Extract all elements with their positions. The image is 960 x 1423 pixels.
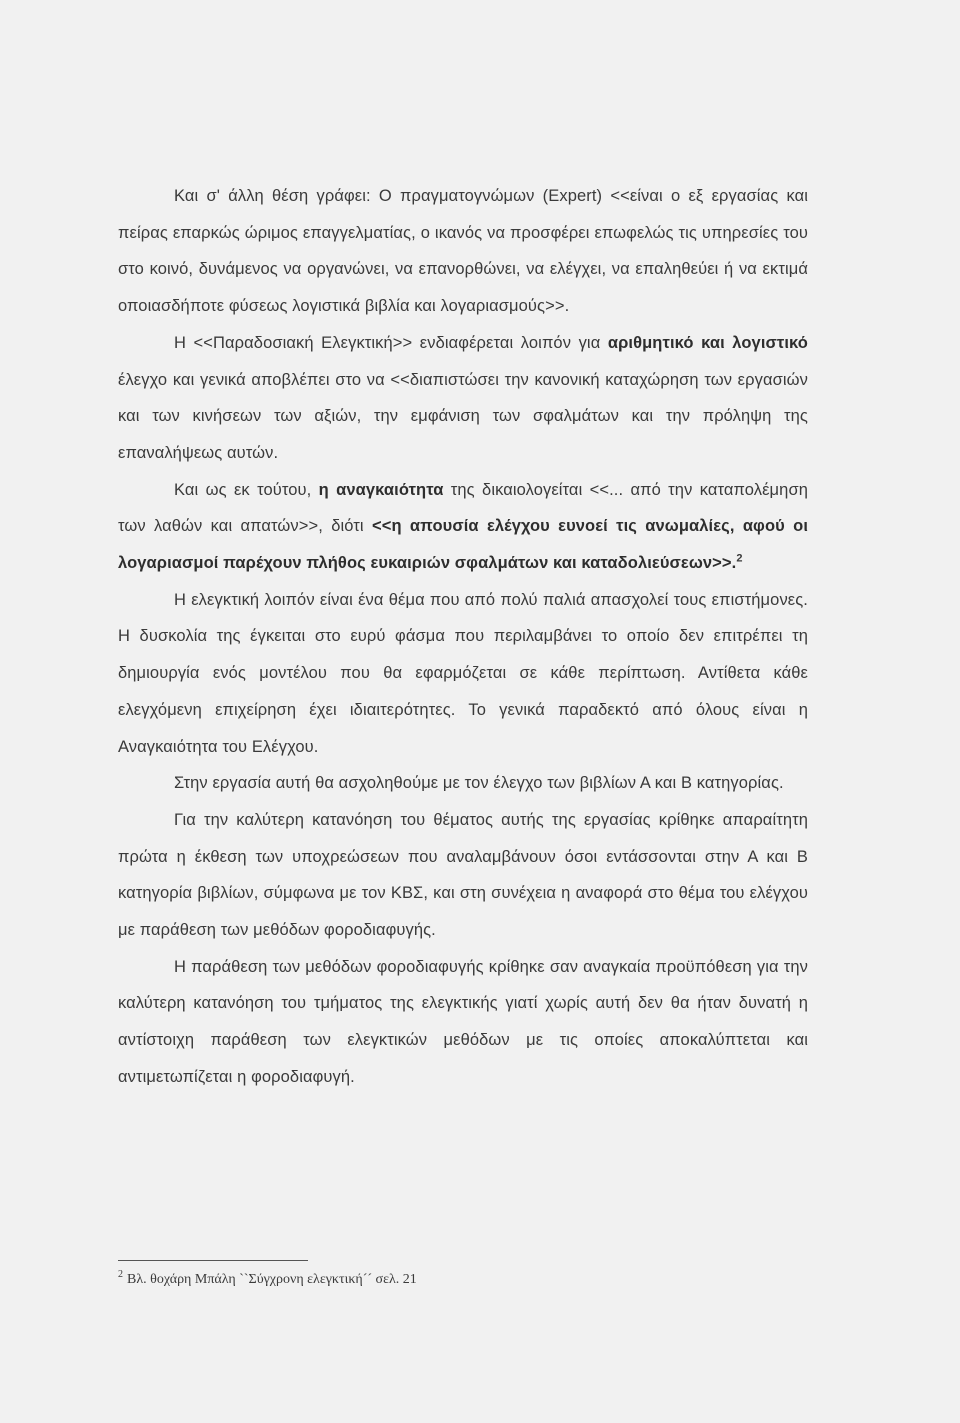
footnote [118, 1269, 417, 1288]
bold-span: <<η απουσία ελέγχου ευνοεί τις ανωμαλίες, αφού οι λογαριασμοί παρέχουν πλήθος ευκαιριών σφαλμάτων και καταδολιεύσεων>>. [118, 517, 809, 573]
paragraph-traditional-auditing [118, 325, 808, 472]
paragraph-method: Για την καλύτερη κατανόηση του θέματος αυτής της εργασίας κρίθηκε απαραίτητη πρώτα η έκθεση των υποχρεώσεων που αναλαμβάνουν όσοι εντάσσονται στην Α και Β κατηγορία βιβλίων, σύμφωνα με τον ΚΒΣ, και στη συνέχεια η αναφορά στο θέμα του ελέγχου με παράθεση των μεθόδων φοροδιαφυγής. [118, 810, 808, 940]
text-span: έλεγχο και γενικά αποβλέπει στο να <<διαπιστώσει την κανονική καταχώρηση των εργασιών και των κινήσεων των αξιών, την εμφάνιση των σφαλμάτων και την πρόληψη της επαναλήψεως αυτών. [118, 370, 808, 462]
footnote-text: Βλ. θοχάρη Μπάλη ``Σύγχρονη ελεγκτική´´ σελ. 21 [127, 1272, 417, 1287]
footnote-reference: 2 [736, 552, 743, 565]
bold-span: η αναγκαιότητα [318, 480, 444, 499]
paragraph-tax-evasion: Η παράθεση των μεθόδων φοροδιαφυγής κρίθηκε σαν αναγκαία προϋπόθεση για την καλύτερη κατανόηση του τμήματος της ελεγκτικής γιατί χωρίς αυτή δεν θα ήταν δυνατή η αντίστοιχη παράθεση των ελεγκτικών μεθόδων με τις οποίες αποκαλύπτεται και αντιμετωπίζεται η φοροδιαφυγή. [118, 957, 808, 1086]
paragraph-expert-definition: Και σ' άλλη θέση γράφει: Ο πραγματογνώμων (Expert) <<είναι ο εξ εργασίας και πείρας επαρκώς ώριμος επαγγελματίας, ο ικανός να προσφέρει επωφελώς τις υπηρεσίες του στο κοινό, δυνάμενος να οργανώνει, να επανορθώνει, να ελέγχει, να επαληθεύει ή να εκτιμά οποιασδήποτε φύσεως λογιστικά βιβλία και λογαριασμούς>>. [118, 187, 808, 316]
text-span: Η <<Παραδοσιακή Ελεγκτική>> ενδιαφέρεται λοιπόν για [174, 333, 608, 352]
paragraph-auditing-subject: Η ελεγκτική λοιπόν είναι ένα θέμα που από πολύ παλιά απασχολεί τους επιστήμονες. Η δυσκολία της έγκειται στο ευρύ φάσμα που περιλαμβάνει το οποίο δεν επιτρέπει τη δημιουργία ενός μοντέλου που θα εφαρμόζεται σε κάθε περίπτωση. Αντίθετα κάθε ελεγχόμενη επιχείρηση έχει ιδιαιτερότητες. Το γενικά παραδεκτό από όλους είναι η Αναγκαιότητα του Ελέγχου. [118, 590, 808, 756]
bold-span: αριθμητικό και λογιστικό [607, 333, 808, 352]
paragraph-scope: Στην εργασία αυτή θα ασχοληθούμε με τον έλεγχο των βιβλίων Α και Β κατηγορίας. [174, 774, 784, 793]
body-text [118, 178, 808, 1096]
text-span: της δικαιολογείται <<... από την καταπολέμηση των λαθών και απατών>>, διότι [118, 480, 809, 536]
footnote-divider [118, 1260, 308, 1261]
paragraph-necessity [118, 472, 808, 582]
text-span: Και ως εκ τούτου, [174, 480, 319, 499]
footnote-number: 2 [118, 1269, 123, 1281]
